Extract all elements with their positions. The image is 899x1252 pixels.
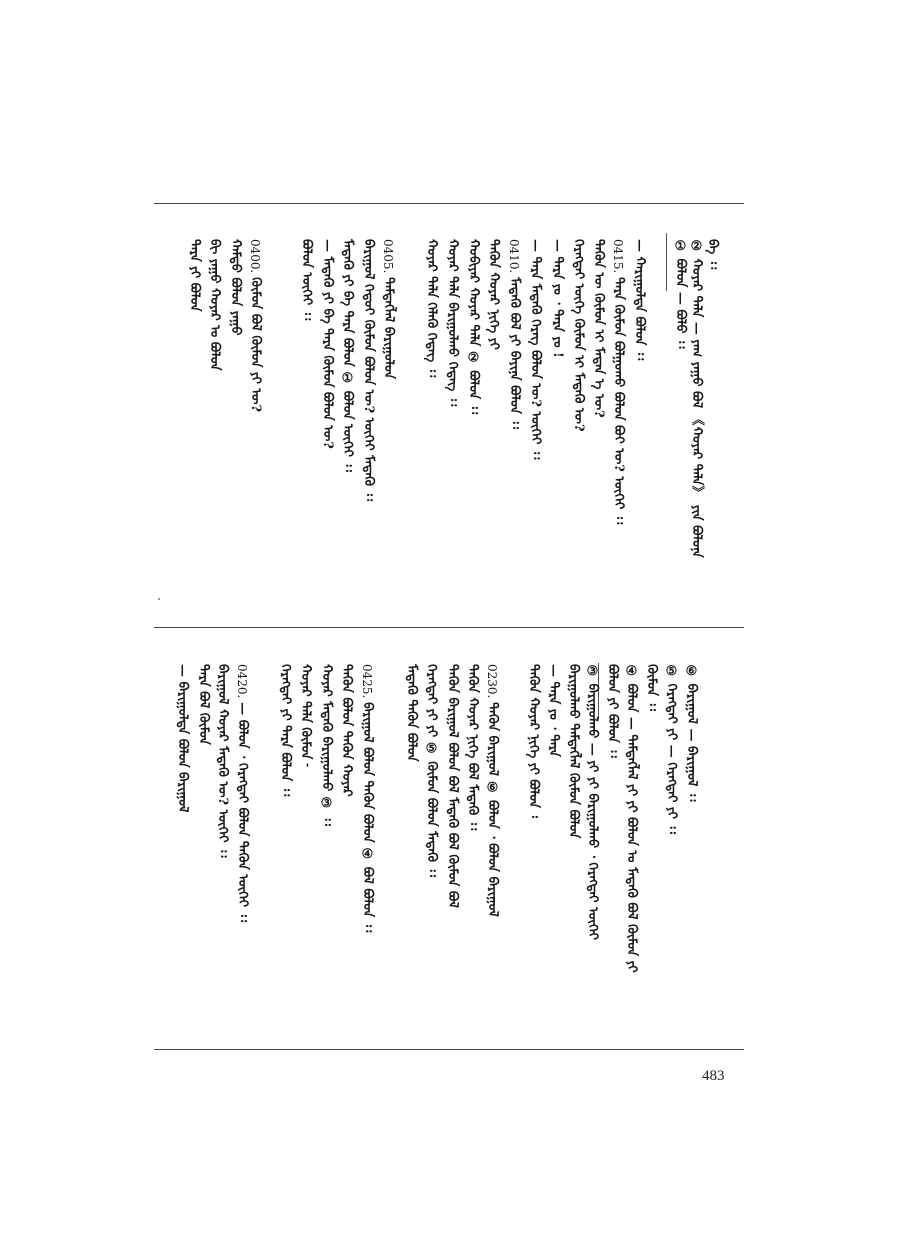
lower-column-line [298,664,314,1024]
mongolian-text: ᠬᠤᠪᠢᠶᠠᠷ ᠬᠣᠶᠠᠷ ᠲᠠᠯᠠ ② ᠪᠣᠯᠣᠨ ᠄᠄ [466,239,481,415]
lower-column-line [424,664,440,1024]
mongolian-text: ᠲᠡᠭᠦᠨ ᠪᠠᠷᠢᠭᠤᠯ ᠪᠣᠯᠣᠨ ᠪᠣᠯ ᠮᠡᠳᠡᠬᠦ ᠪᠣᠯ ᠬᠦᠮᠦᠨ ᠪᠣᠯ [445,664,460,908]
mongolian-text: ᠬᠣᠶᠠᠷ ᠲᠠᠯᠠ ᠬᠡᠯᠡᠬᠦ ᠭᠡᠳᠡᠭ ᠄᠄ [424,239,439,378]
mongolian-text: ᠮᠡᠳᠡᠬᠦ ᠶᠢ ᠪᠠ ᠲᠡᠷᠡ ᠪᠣᠯᠣᠨ ① ᠪᠣᠯᠣᠨ ᠦᠭᠡᠢ ᠄᠄ [340,239,355,472]
mongolian-text: ᠬᠡᠷᠡᠭᠲᠡᠢ ᠶᠢ ᠲᠡᠷᠡ ᠪᠣᠯᠣᠨ ᠄᠄ [278,664,293,797]
entry-number: 0415. [611,239,625,278]
entry-number: 0405. [381,239,395,278]
mongolian-text: ᠬᠣᠶᠠᠷ ᠮᠡᠳᠡᠬᠦ ᠪᠠᠷᠢᠭᠤᠯᠬᠤ ③ ᠄᠄ [319,664,334,826]
mongolian-text: — ᠪᠠᠷᠢᠭᠤᠯᠲᠠ ᠪᠣᠯᠣᠨ ᠪᠠᠷᠢᠭᠤᠯ [175,664,190,813]
mongolian-text: ᠬᠡᠷᠡᠭᠲᠡᠢ ᠶᠢ ᠶᠢ ⑤ ᠬᠦᠮᠦᠨ ᠪᠣᠯᠣᠨ ᠮᠡᠳᠡᠬᠦ ᠄᠄ [424,664,439,878]
lower-column-line [485,664,501,1024]
upper-column-line [340,239,356,589]
mongolian-text: ᠪᠣᠯᠣᠨ ᠦᠭᠡᠢ ᠄᠄ [299,239,314,321]
entry-number: 0410. [507,239,521,278]
mongolian-text: ᠪᠠᠷᠢᠭᠤᠯ ᠪᠣᠯᠣᠨ ᠲᠡᠭᠦᠨ ᠪᠣᠯᠣᠨ ④ ᠪᠣᠯ ᠪᠣᠯᠣᠨ ᠄᠄ [360,702,375,933]
middle-rule [154,627,744,628]
scan-speck [158,598,160,600]
mongolian-text: — ᠮᠡᠳᠡᠬᠦ ᠶᠢ ᠪᠠ ᠲᠡᠷᠡ ᠬᠦᠮᠦᠨ ᠪᠣᠯᠣᠨ ᠦ? [320,239,335,449]
top-rule [154,203,744,204]
upper-column-line [507,239,523,589]
upper-column-line [207,239,223,589]
mongolian-text: ᠪᠣᠯᠣᠨ ᠶᠢ ᠪᠣᠯᠣᠨ ᠄᠄ [605,664,620,758]
lower-column-line [404,664,420,1024]
entry-number: 0420. [235,664,249,703]
lower-column-line [605,664,621,1024]
entry-number: 0400. [248,239,262,278]
mongolian-text: ᠮᠡᠳᠡᠬᠦ ᠪᠣᠯ ᠶᠢ ᠪᠠᠶᠢᠨᠠ ᠪᠣᠯᠣᠨ ᠄᠄ [507,277,522,429]
lower-column-line [319,664,335,1024]
upper-column-line [466,239,482,589]
upper-column-line [689,239,705,589]
mongolian-text: ① ᠪᠣᠯᠤᠨ — ᠪᠣᠯᠤ ᠄᠄ [673,239,688,349]
mongolian-text: ᠪᠢ ᠶᠠᠭᠤ ᠬᠣᠶᠠᠷ ᠤ ᠪᠣᠯᠣᠨ [207,239,222,371]
mongolian-text: — ᠪᠣᠯᠣᠨ ᠂ ᠬᠡᠷᠡᠭᠲᠡᠢ ᠪᠣᠯᠣᠨ ᠲᠡᠭᠦᠨ ᠦᠭᠡᠢ ᠄᠄ [235,702,250,923]
mongolian-text: ᠲᠡᠭᠦᠨ ᠬᠣᠶᠠᠷ ᠨᠢᠭᠡ ᠪᠣᠯ ᠮᠡᠳᠡᠬᠦ ᠄᠄ [465,664,480,831]
mongolian-text: ᠪᠠ ᠄᠄ [705,239,720,270]
bottom-rule [154,1049,744,1050]
lower-column-line [585,664,601,1024]
lower-column-line [644,664,660,1024]
mongolian-text: ᠲᠡᠭᠦᠨ ᠦ ᠬᠦᠮᠦᠨ ᠢ ᠮᠡᠳᠡᠨ ᠡ ᠦ? [591,239,606,418]
page-number: 483 [702,1068,725,1084]
mongolian-text: ᠬᠠᠮᠲᠤ ᠪᠣᠯᠣᠨ ᠶᠠᠭᠤ [228,239,243,336]
lower-column-line [624,664,640,1024]
mongolian-text: ᠬᠣᠶᠠᠷ ᠲᠠᠯᠠ ᠪᠠᠷᠢᠭᠤᠯᠬᠤ ᠭᠡᠳᠡᠭ ᠄᠄ [445,239,460,407]
lower-column-line [526,664,542,1024]
lower-column-line [175,664,191,1024]
mongolian-text: — ᠲᠡᠷᠡ ᠶᠤ ᠂ ᠲᠡᠷᠡ ᠶᠤ ! [550,239,565,358]
upper-column-line [299,239,315,589]
footnote-separator-upper [666,233,667,291]
mongolian-text: ᠲᠡᠷᠡ ᠬᠦᠮᠦᠨ ᠪᠣᠯᠭᠣᠬᠤ ᠪᠣᠯᠤᠨ ᠪᠤᠢ ᠦ? ᠦᠭᠡᠢ ᠄᠄ [611,277,626,525]
mongolian-text: ④ ᠪᠣᠯᠣᠨ — ᠲᠡᠮᠳᠡᠭᠯᠡᠯ ᠶᠢ ᠶᠢ ᠪᠣᠯᠣᠨ ᠤ ᠮᠡᠳᠡᠬᠦ ᠪᠣᠯ ᠬᠦᠮᠦᠨ ᠶᠢ [624,664,639,973]
upper-column-line [381,239,397,589]
upper-column-line [228,239,244,589]
upper-column-line [361,239,377,589]
lower-column-line [465,664,481,1024]
mongolian-text: ᠲᠡᠭᠦᠨ ᠬᠣᠶᠠᠷ ᠨᠢᠭᠡ ᠶᠢ [486,239,501,350]
upper-column-line [320,239,336,589]
mongolian-text: ᠪᠠᠷᠢᠭᠤᠯ ᠬᠡᠳᠦᠢ ᠬᠦᠮᠦᠨ ᠪᠣᠯᠣᠨ ᠦ? ᠦᠭᠡᠢ ᠮᠡᠳᠡᠬᠦ ᠄᠄ [361,239,376,502]
mongolian-text: ᠬᠦᠮᠦᠨ ᠄᠄ [644,664,659,712]
lower-column-line [546,664,562,1024]
mongolian-text: ᠲᠡᠷᠡ ᠶᠢ ᠪᠣᠯᠣᠨ [187,239,202,312]
upper-column-line [571,239,587,589]
lower-column-line [566,664,582,1024]
upper-column-line [611,239,627,589]
lower-column-line [215,664,231,1024]
entry-number: 0425. [360,664,374,703]
mongolian-text: — ᠲᠡᠷᠡ ᠮᠡᠳᠡᠬᠦ ᠬᠡᠷᠡᠭ ᠪᠣᠯᠣᠨ ᠦ? ᠦᠭᠡᠢ ᠄᠄ [528,239,543,460]
upper-column-line [705,239,721,589]
entry-number: 0230. [485,664,499,703]
lower-column-line [664,664,680,1024]
mongolian-text: ᠲᠡᠭᠦᠨ ᠬᠣᠶᠠᠷ ᠨᠢᠭᠡ ᠶᠢ ᠪᠣᠯᠣᠨ ᠄ [526,664,541,818]
mongolian-text: — ᠲᠡᠷᠡ ᠶᠤ ᠂ ᠲᠡᠷᠡ [546,664,561,757]
mongolian-text: ᠲᠡᠭᠦᠨ ᠪᠣᠯᠣᠨ ᠲᠡᠭᠦᠨ ᠬᠣᠶᠠᠷ [339,664,354,797]
mongolian-text: ᠮᠡᠳᠡᠬᠦ ᠲᠡᠭᠦᠨ ᠪᠣᠯᠣᠨ [404,664,419,762]
lower-column-line [360,664,376,1024]
mongolian-text: ᠪᠠᠷᠢᠭᠤᠯ ᠬᠣᠶᠠᠷ ᠮᠡᠳᠡᠬᠦ ᠦ? ᠦᠭᠡᠢ ᠄᠄ [215,664,230,858]
lower-column-line [684,664,700,1024]
upper-column-line [528,239,544,589]
lower-column-line [339,664,355,1024]
mongolian-text: ᠲᠡᠭᠦᠨ ᠪᠠᠷᠢᠭᠤᠯ ⑥ ᠪᠣᠯᠣᠨ ᠂ ᠪᠣᠯᠣᠨ ᠪᠠᠷᠢᠭᠤᠯ [485,702,500,917]
mongolian-text: ᠬᠦᠮᠦᠨ ᠪᠣᠯ ᠬᠦᠮᠦᠨ ᠶᠢ ᠦ? [248,277,263,413]
upper-column-line [632,239,648,589]
mongolian-text: ② ᠬᠣᠶᠠᠷ ᠲᠠᠯᠠ — ᠶᠠᠭ ᠶᠠᠭᠤ ᠪᠣᠯ 《ᠬᠣᠶᠠᠷ ᠲᠠᠯᠠ》 ᠶᠢᠨ ᠪᠣᠯᠣᠨᠠ [689,239,704,558]
mongolian-text: ᠲᠡᠷᠡ ᠪᠣᠯ ᠬᠦᠮᠦᠨ [196,664,211,745]
upper-column-line [486,239,502,589]
upper-column-line [550,239,566,589]
upper-column-line [187,239,203,589]
mongolian-text: ③ ᠪᠠᠷᠢᠭᠤᠯᠬᠤ — ᠶᠢ ᠶᠢ ᠪᠠᠷᠢᠭᠤᠯᠬᠤ ᠂ ᠬᠡᠷᠡᠭᠲᠡᠢ ᠦᠭᠡᠢ [585,664,600,940]
mongolian-text: ᠲᠡᠮᠳᠡᠭᠯᠡᠯ ᠪᠠᠷᠢᠭᠤᠯᠤᠨ [381,277,396,379]
upper-column-line [673,239,689,589]
mongolian-text: ᠬᠡᠷᠡᠭᠲᠡᠢ ᠦᠭᠡ ᠬᠦᠮᠦᠨ ᠢ ᠮᠡᠳᠡᠬᠦ ᠦ? [571,239,586,432]
mongolian-text: ⑤ ᠬᠡᠷᠡᠭᠲᠡᠢ ᠶᠢ — ᠬᠡᠷᠡᠭᠲᠡᠢ ᠶᠢ ᠄᠄ [664,664,679,834]
mongolian-text: ᠪᠠᠷᠢᠭᠤᠯᠬᠤ ᠲᠡᠮᠳᠡᠭᠯᠡᠯ ᠬᠦᠮᠦᠨ ᠪᠣᠯᠣᠨ [566,664,581,839]
lower-column-line [445,664,461,1024]
lower-column-line [278,664,294,1024]
lower-column-line [235,664,251,1024]
upper-column-line [248,239,264,589]
upper-column-line [445,239,461,589]
upper-column-line [591,239,607,589]
mongolian-text: ᠬᠣᠶᠠᠷ ᠲᠠᠯᠠ ᠬᠦᠮᠦᠨ ᠊ [298,664,313,767]
mongolian-text: — ᠬᠠᠷᠢᠭᠤᠯᠲᠠ ᠪᠣᠯᠣᠨ ᠄᠄ [632,239,647,361]
lower-column-line [196,664,212,1024]
upper-column-line [424,239,440,589]
mongolian-text: ⑥ ᠪᠠᠷᠢᠭᠤᠯ — ᠪᠠᠷᠢᠭᠤᠯ ᠄᠄ [684,664,699,802]
